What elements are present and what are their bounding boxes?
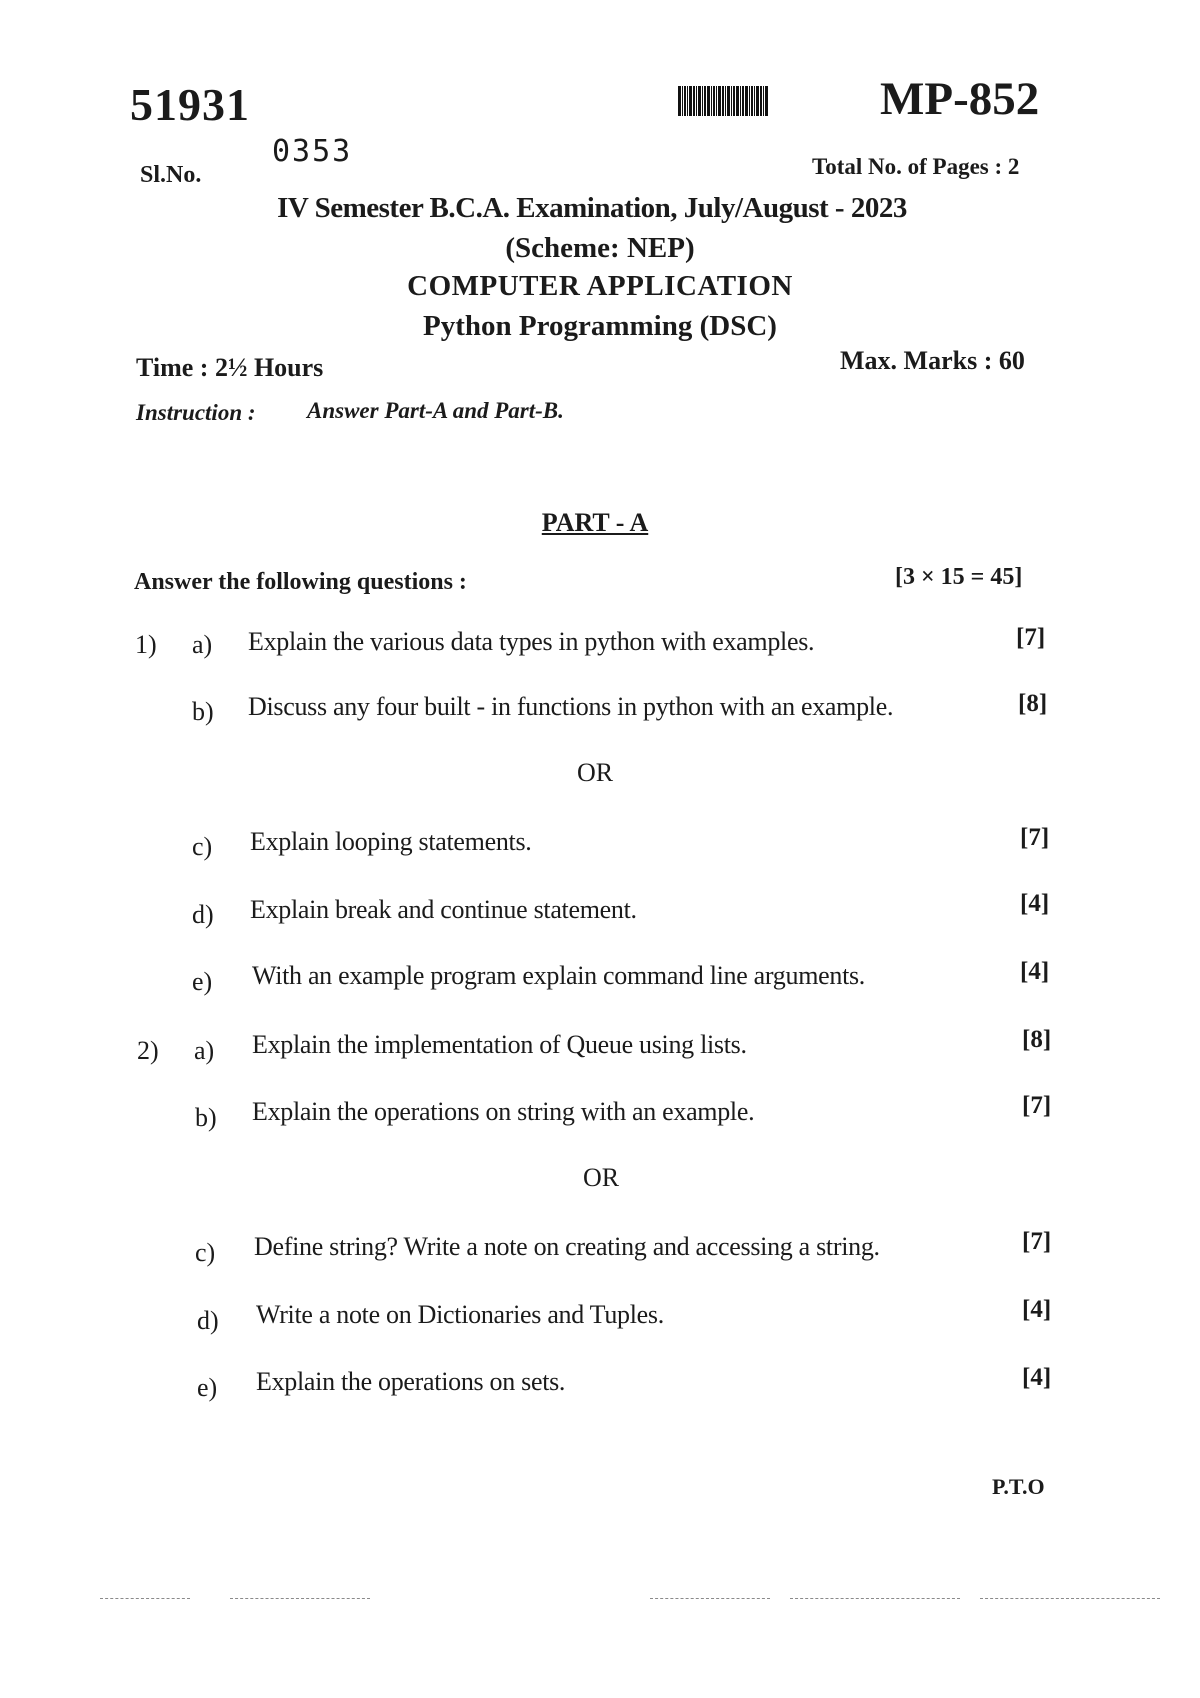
part-title: PART - A <box>541 508 649 537</box>
or-divider: OR <box>582 1163 620 1192</box>
paper-title: Python Programming (DSC) <box>423 310 777 342</box>
time-allowed: Time : 2½ Hours <box>136 353 324 382</box>
paper-code: MP-852 <box>880 73 1040 125</box>
question-marks: [7] <box>1016 624 1046 651</box>
scheme: (Scheme: NEP) <box>505 232 695 264</box>
question-marks: [4] <box>1022 1296 1052 1323</box>
section-heading: Answer the following questions : <box>134 569 467 595</box>
question-letter: e) <box>192 967 213 996</box>
or-divider: OR <box>576 758 614 787</box>
question-letter: e) <box>197 1373 218 1402</box>
question-marks: [8] <box>1018 690 1048 717</box>
question-text: Explain break and continue statement. <box>250 895 637 924</box>
question-text: Discuss any four built - in functions in python with an example. <box>248 692 894 721</box>
question-marks: [7] <box>1022 1228 1052 1255</box>
question-marks: [4] <box>1022 1364 1052 1391</box>
divider <box>790 1598 960 1600</box>
barcode-image <box>678 86 786 116</box>
question-marks: [7] <box>1020 824 1050 851</box>
question-letter: c) <box>195 1238 216 1267</box>
serial-number-value: 0353 <box>272 134 353 169</box>
question-text: Define string? Write a note on creating and accessing a string. <box>254 1232 880 1261</box>
total-pages: Total No. of Pages : 2 <box>812 154 1020 179</box>
serial-number-label: Sl.No. <box>140 162 202 188</box>
question-marks: [8] <box>1022 1026 1052 1053</box>
question-code: 51931 <box>130 79 250 130</box>
instruction-text: Answer Part-A and Part-B. <box>307 398 564 423</box>
divider <box>650 1598 770 1600</box>
question-letter: b) <box>192 697 214 726</box>
page-turn-over: P.T.O <box>992 1474 1045 1499</box>
question-number: 1) <box>135 630 157 659</box>
subject: COMPUTER APPLICATION <box>407 270 793 302</box>
question-text: Explain the operations on string with an example. <box>252 1097 755 1126</box>
question-letter: d) <box>192 900 214 929</box>
question-letter: a) <box>192 630 213 659</box>
question-text: Write a note on Dictionaries and Tuples. <box>256 1300 664 1329</box>
question-letter: d) <box>197 1306 219 1335</box>
divider <box>100 1598 190 1600</box>
instruction-label: Instruction : <box>136 400 256 425</box>
question-text: With an example program explain command line arguments. <box>252 961 866 990</box>
question-letter: c) <box>192 832 213 861</box>
question-text: Explain the operations on sets. <box>256 1367 566 1396</box>
question-text: Explain looping statements. <box>250 827 532 856</box>
question-marks: [4] <box>1020 958 1050 985</box>
question-marks: [4] <box>1020 890 1050 917</box>
section-marks: [3 × 15 = 45] <box>895 564 1023 590</box>
question-letter: a) <box>194 1036 215 1065</box>
divider <box>230 1598 370 1600</box>
question-marks: [7] <box>1022 1092 1052 1119</box>
max-marks: Max. Marks : 60 <box>840 346 1025 375</box>
question-text: Explain the implementation of Queue using lists. <box>252 1030 747 1059</box>
exam-title: IV Semester B.C.A. Examination, July/August - 2023 <box>277 192 907 224</box>
divider <box>980 1598 1160 1600</box>
question-number: 2) <box>137 1036 159 1065</box>
question-letter: b) <box>195 1103 217 1132</box>
question-text: Explain the various data types in python with examples. <box>248 627 815 656</box>
